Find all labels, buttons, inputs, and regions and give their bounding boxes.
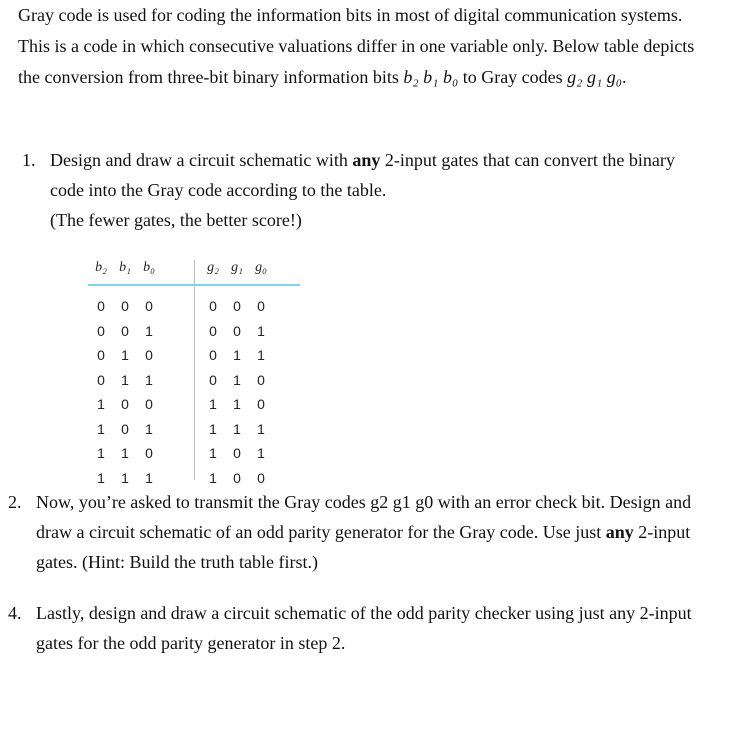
table-cell: 1 [257,445,265,461]
table-cell: 0 [145,445,153,461]
table-cell: 1 [209,420,217,437]
table-cell: 1 [97,396,105,412]
table-cell: 1 [233,347,241,363]
table-cell: 0 [97,347,105,363]
question-1-note: (The fewer gates, the better score!) [50,210,302,230]
question-4-body: Lastly, design and draw a circuit schematic of the odd parity checker using just any 2-input gates for the odd parity generator in step 2. [36,603,692,653]
table-cell: 1 [145,371,153,388]
table-cell: 0 [233,322,241,339]
table-row [88,441,300,466]
table-cell: 0 [209,322,217,339]
table-cell: 1 [121,469,129,486]
question-2-body [36,487,718,577]
table-cell: 0 [121,420,129,437]
table-cell: 1 [257,347,265,363]
table-cell: 1 [257,420,265,437]
table-cell: 1 [233,396,241,412]
question-2-emphasis: any [605,522,634,542]
table-cell: 1 [145,322,153,339]
table-cell: 1 [145,420,153,437]
var-b1: b₁ [423,67,439,87]
question-4 [8,598,723,658]
question-4-number: 4. [8,603,22,623]
header-b1: b₁ [119,260,131,275]
table-cell: 0 [233,445,241,461]
intro-text-2: to Gray codes [458,67,568,87]
table-row [88,417,300,442]
table-cell: 0 [209,347,217,363]
question-1-text-2: 2-input gates that can convert the binary code into the Gray code according to the table. [50,150,675,200]
question-1-emphasis: any [352,150,381,170]
table-cell: 0 [121,322,129,339]
header-g1: g₁ [231,260,243,275]
question-1-text: Design and draw a circuit schematic with [50,150,353,170]
table-cell: 1 [233,371,241,388]
table-cell: 0 [121,396,129,412]
question-2 [8,487,718,577]
table-row [88,368,300,393]
table-cell: 0 [145,298,153,314]
header-g0: g₀ [255,260,267,275]
table-cell: 0 [97,371,105,388]
table-cell: 0 [257,371,265,388]
table-cell: 0 [121,298,129,314]
table-cell: 1 [97,445,105,461]
var-g2: g₂ [567,67,583,87]
intro-text: Gray code is used for coding the information bits in most of digital communication systems. This is a code in which consecutive valuations differ in one variable only. Below table depicts the conversion from three-bit binary information bits [18,5,695,87]
table-cell: 0 [145,347,153,363]
conversion-table [88,258,300,490]
var-b0: b₀ [442,67,459,87]
table-row [88,343,300,368]
question-2-text: Now, you’re asked to transmit the Gray codes g2 g1 g0 with an error check bit. Design and draw a circuit schematic of an odd parity generator for the Gray code. Use just [36,492,692,542]
table-cell: 0 [257,469,265,486]
table-cell: 0 [145,396,153,412]
question-1-body [50,145,712,235]
question-1 [22,145,712,235]
table-cell: 1 [233,420,241,437]
table-cell: 0 [97,322,105,339]
var-g0: g₀ [606,67,622,87]
question-2-text-2: 2-input gates. (Hint: Build the truth table first.) [36,522,691,572]
var-g1: g₁ [586,67,603,87]
var-b2: b₂ [403,67,419,87]
header-rule [88,284,300,286]
header-b0: b₀ [143,260,155,275]
intro-paragraph [18,0,718,93]
intro-period: . [621,67,627,87]
table-cell: 1 [121,371,129,388]
table-cell: 1 [209,445,217,461]
table-cell: 1 [97,469,105,486]
question-2-number: 2. [8,492,22,512]
table-cell: 0 [257,396,265,412]
table-cell: 0 [97,298,105,314]
table-cell: 0 [209,298,217,314]
header-b2: b₂ [95,260,107,275]
table-cell: 0 [209,371,217,388]
table-cell: 1 [209,469,217,486]
table-cell: 1 [97,420,105,437]
table-row [88,392,300,417]
header-g2: g₂ [207,260,219,275]
table-cell: 0 [233,469,241,486]
table-row [88,319,300,344]
table-cell: 1 [145,469,153,486]
question-1-number: 1. [22,150,36,170]
table-cell: 1 [257,322,265,339]
table-body [88,294,300,490]
table-header [88,258,300,286]
table-cell: 1 [121,445,129,461]
table-cell: 1 [121,347,129,363]
table-cell: 0 [257,298,265,314]
table-cell: 0 [233,298,241,314]
table-cell: 1 [209,396,217,412]
table-row [88,294,300,319]
